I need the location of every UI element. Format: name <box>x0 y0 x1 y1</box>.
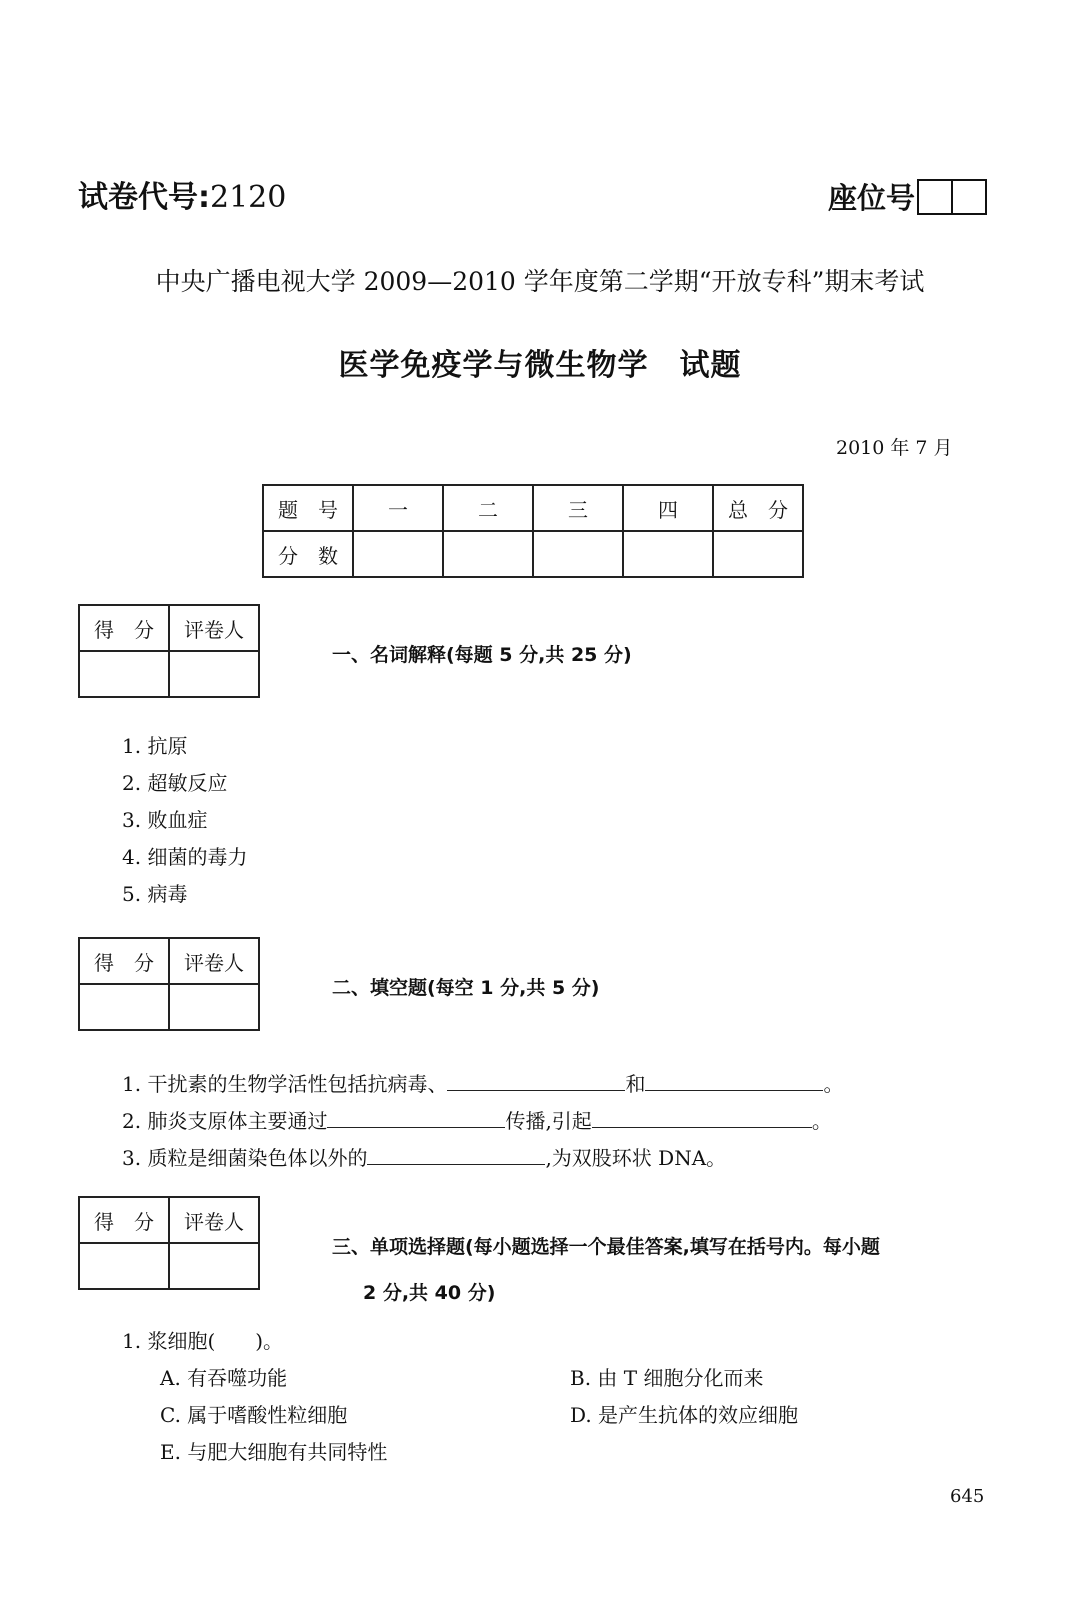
exam-code-value: 2120 <box>210 180 287 215</box>
page-number: 645 <box>950 1486 985 1507</box>
score-table-score-row <box>263 531 803 577</box>
grader-score-cell[interactable] <box>79 984 169 1030</box>
answer-blank[interactable] <box>447 1072 625 1091</box>
seat-number-label: 座位号 <box>828 181 916 215</box>
list-item: 3. 败血症 <box>122 808 208 832</box>
question-stem: 1. 浆细胞( )。 <box>122 1329 284 1353</box>
list-item: 5. 病毒 <box>122 882 188 906</box>
score-table-cell: 二 <box>443 485 533 531</box>
answer-blank[interactable] <box>592 1109 812 1128</box>
score-table-header-row <box>263 485 803 531</box>
exam-code-label: 试卷代号 <box>78 180 198 215</box>
grader-reviewer-label: 评卷人 <box>169 1197 259 1243</box>
fill-question-2: 2. 肺炎支原体主要通过 传播,引起 。 <box>122 1109 832 1133</box>
section-1-title: 一、名词解释(每题 5 分,共 25 分) <box>332 644 632 666</box>
page-title: 医学免疫学与微生物学 试题 <box>338 348 742 383</box>
grader-score-cell[interactable] <box>79 651 169 697</box>
list-item: 2. 超敏反应 <box>122 771 228 795</box>
score-table-cell: 分 数 <box>263 531 353 577</box>
grader-reviewer-cell[interactable] <box>169 1243 259 1289</box>
section-3-title-line-2: 2 分,共 40 分) <box>363 1282 496 1304</box>
exam-code: 试卷代号:2120 <box>78 180 287 215</box>
fill-question-3: 3. 质粒是细菌染色体以外的 ,为双股环状 DNA。 <box>122 1146 727 1170</box>
score-input-cell[interactable] <box>713 531 803 577</box>
grader-reviewer-label: 评卷人 <box>169 938 259 984</box>
score-table-cell: 总 分 <box>713 485 803 531</box>
score-input-cell[interactable] <box>443 531 533 577</box>
option-e[interactable]: E. 与肥大细胞有共同特性 <box>160 1440 388 1464</box>
score-table-cell: 三 <box>533 485 623 531</box>
option-b[interactable]: B. 由 T 细胞分化而来 <box>570 1366 764 1390</box>
answer-blank[interactable] <box>367 1146 545 1165</box>
list-item: 1. 抗原 <box>122 734 188 758</box>
grader-score-cell[interactable] <box>79 1243 169 1289</box>
score-input-cell[interactable] <box>533 531 623 577</box>
score-table <box>262 484 804 578</box>
score-input-cell[interactable] <box>623 531 713 577</box>
list-item: 4. 细菌的毒力 <box>122 845 248 869</box>
score-table-cell: 题 号 <box>263 485 353 531</box>
grader-reviewer-label: 评卷人 <box>169 605 259 651</box>
answer-blank[interactable] <box>645 1072 823 1091</box>
grader-reviewer-cell[interactable] <box>169 984 259 1030</box>
grader-score-label: 得 分 <box>79 1197 169 1243</box>
score-table-cell: 四 <box>623 485 713 531</box>
section-3-title-line-1: 三、单项选择题(每小题选择一个最佳答案,填写在括号内。每小题 <box>332 1236 880 1258</box>
option-d[interactable]: D. 是产生抗体的效应细胞 <box>570 1403 799 1427</box>
exam-date: 2010 年 7 月 <box>836 437 953 459</box>
option-a[interactable]: A. 有吞噬功能 <box>160 1366 288 1390</box>
seat-box-2 <box>951 179 987 215</box>
section-2-title: 二、填空题(每空 1 分,共 5 分) <box>332 977 600 999</box>
seat-number <box>828 176 987 217</box>
grader-box-1 <box>78 604 260 698</box>
grader-score-label: 得 分 <box>79 605 169 651</box>
grader-box-2 <box>78 937 260 1031</box>
score-input-cell[interactable] <box>353 531 443 577</box>
grader-score-label: 得 分 <box>79 938 169 984</box>
grader-box-3 <box>78 1196 260 1290</box>
grader-reviewer-cell[interactable] <box>169 651 259 697</box>
fill-question-1: 1. 干扰素的生物学活性包括抗病毒、 和 。 <box>122 1072 844 1096</box>
answer-blank[interactable] <box>327 1109 505 1128</box>
option-c[interactable]: C. 属于嗜酸性粒细胞 <box>160 1403 348 1427</box>
score-table-cell: 一 <box>353 485 443 531</box>
exam-subtitle: 中央广播电视大学 2009—2010 学年度第二学期“开放专科”期末考试 <box>155 267 925 296</box>
seat-box-1 <box>917 179 953 215</box>
